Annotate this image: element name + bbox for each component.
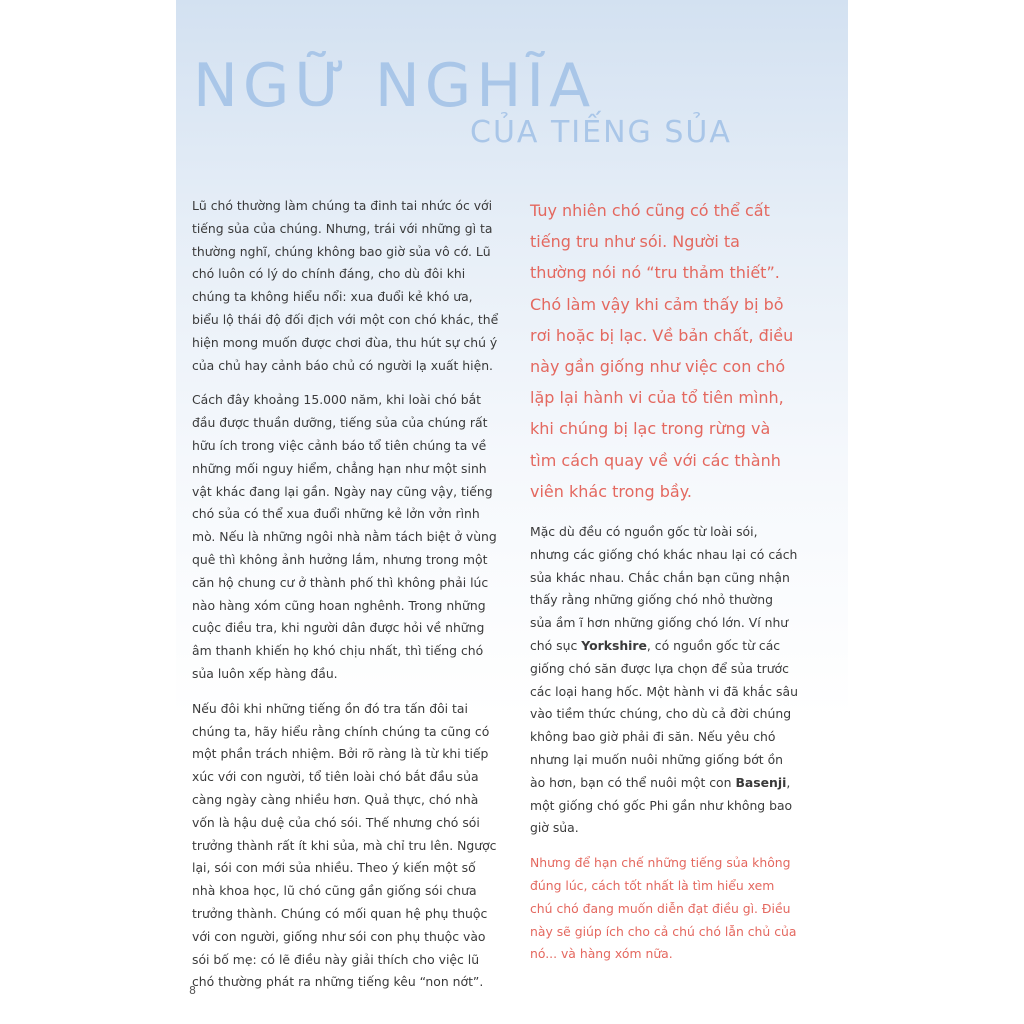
left-column [192,195,501,1006]
breed-yorkshire: Yorkshire [581,638,647,654]
left-paragraph-2: Cách đây khoảng 15.000 năm, khi loài chó bắt đầu được thuần dưỡng, tiếng sủa của chúng rất hữu ích trong việc cảnh báo tổ tiên chúng ta về những mối nguy hiểm, chẳng hạn như một sinh vật khác đang lại gần. Ngày nay cũng vậy, tiếng chó sủa có thể xua đuổi những kẻ lởn vởn rình mò. Nếu là những ngôi nhà nằm tách biệt ở vùng quê thì không ảnh hưởng lắm, nhưng trong một căn hộ chung cư ở thành phố thì không phải lúc nào hàng xóm cũng hoan nghênh. Trong những cuộc điều tra, khi người dân được hỏi về những âm thanh khiến họ khó chịu nhất, thì tiếng chó sủa luôn xếp hàng đầu. [192,392,497,681]
left-paragraph-1: Lũ chó thường làm chúng ta đinh tai nhức óc với tiếng sủa của chúng. Nhưng, trái với những gì ta thường nghĩ, chúng không bao giờ sủa vô cớ. Lũ chó luôn có lý do chính đáng, cho dù đôi khi chúng ta không hiểu nổi: xua đuổi kẻ khó ưa, biểu lộ thái độ đối địch với một con chó khác, thể hiện mong muốn được chơi đùa, thu hút sự chú ý của chủ hay cảnh báo chủ có người lạ xuất hiện. [192,198,499,373]
right-paragraph-1 [530,521,798,840]
left-paragraph-3: Nếu đôi khi những tiếng ồn đó tra tấn đôi tai chúng ta, hãy hiểu rằng chính chúng ta cũng có một phần trách nhiệm. Bởi rõ ràng là từ khi tiếp xúc với con người, tổ tiên loài chó bắt đầu sủa càng ngày càng nhiều hơn. Quả thực, chó nhà vốn là hậu duệ của chó sói. Thế nhưng chó sói trưởng thành rất ít khi sủa, mà chỉ tru lên. Ngược lại, sói con mới sủa nhiều. Theo ý kiến một số nhà khoa học, lũ chó cũng gần giống sói chưa trưởng thành. Chúng có mối quan hệ phụ thuộc với con người, giống như sói con phụ thuộc vào sói bố mẹ: có lẽ điều này giải thích cho việc lũ chó thường phát ra những tiếng kêu “non nớt”. [192,700,497,990]
right-paragraph-1-part-c: , có nguồn gốc từ các giống chó săn được lựa chọn để sủa trước các loại hang hốc. Một hành vi đã khắc sâu vào tiềm thức chúng, cho dù cả đời chúng không bao giờ phải đi săn. Nếu yêu chó nhưng lại muốn nuôi những giống bớt ồn ào hơn, bạn có thể nuôi một con [530,638,798,790]
right-paragraph-1-part-d: , một giống chó gốc Phi gần như không bao giờ sủa. [530,774,793,836]
breed-basenji: Basenji [735,774,787,790]
pull-quote: Tuy nhiên chó cũng có thể cất tiếng tru như sói. Người ta thường nói nó “tru thảm thiết”. Chó làm vậy khi cảm thấy bị bỏ rơi hoặc bị lạc. Về bản chất, điều này gần giống như việc con chó lặp lại hành vi của tổ tiên mình, khi chúng bị lạc trong rừng và tìm cách quay về với các thành viên khác trong bầy. [530,201,794,501]
right-column [530,195,798,966]
page-title: NGỮ NGHĨA [193,51,596,121]
page-number: 8 [189,984,196,997]
right-paragraph-1-part-a: Mặc dù đều có nguồn gốc từ loài sói, nhưng các giống chó khác nhau lại có cách sủa khác nhau. Chắc chắn bạn cũng nhận thấy rằng những giống chó nhỏ thường sủa ầm ĩ hơn những giống chó lớn. Ví như chó sục [530,524,798,654]
page-subtitle: CỦA TIẾNG SỦA [470,115,732,150]
closing-paragraph: Nhưng để hạn chế những tiếng sủa không đúng lúc, cách tốt nhất là tìm hiểu xem chú chó đang muốn diễn đạt điều gì. Điều này sẽ giúp ích cho cả chú chó lẫn chủ của nó... và hàng xóm nữa. [530,855,797,962]
